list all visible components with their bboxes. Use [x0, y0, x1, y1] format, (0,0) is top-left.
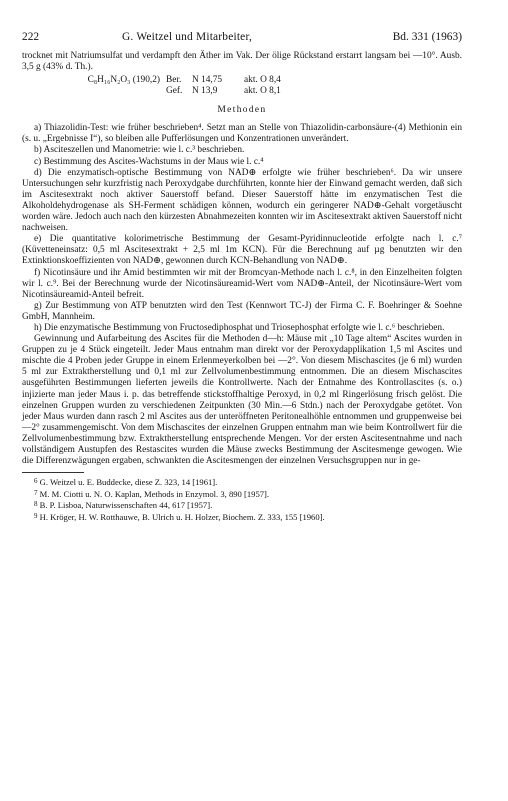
footnote-text: B. P. Lisboa, Naturwissenschaften 44, 617 [1957]. — [39, 500, 213, 511]
running-header — [22, 31, 462, 45]
method-paragraph-d: d) Die enzymatisch-optische Bestimmung von NAD⊕ erfolgte wie früher beschrieben⁶. Da wir unsere Untersuchungen sehr kurzfristig nach Peroxydgabe durchführten, konnte hier der Einwand gemacht werden, daß sich im Ascitesextrakt noch aktiver Sauerstoff befand. Dieser Sauerstoff hätte im enzymatischen Test die Alkoholdehydrogenase als SH-Ferment schädigen können, wodurch ein geringerer NAD⊕-Gehalt vorgetäuscht worden wäre. Jedoch auch nach den kürzesten Abnahmezeiten konnten wir im Ascitesextrakt aktiven Sauerstoff nicht nachweisen. — [22, 167, 462, 234]
body-text — [22, 51, 462, 523]
method-paragraph-h: h) Die enzymatische Bestimmung von Fructosediphosphat und Triosephosphat erfolgte wie l. c.⁶ beschrieben. — [34, 322, 445, 333]
method-paragraph-ascites: Gewinnung und Aufarbeitung des Ascites für die Methoden d—h: Mäuse mit „10 Tage altem“ Ascites wurden in Gruppen zu je 4 Stück eingeteilt. Jeder Maus entnahm man direkt vor der Peroxydapplikation 1,5 ml Ascites und mischte die 4 Proben jeder Gruppe in einem Erlenmeyerkolben bei —2°. Von diesem Mischascites (je 6 ml) wurden 5 ml zur Extraktherstellung und 0,1 ml zur Zellvolumenbestimmung entnommen. Die an diesem Mischascites ausgeführten Bestimmungen lieferten jeweils die Kontrollwerte. Nach der Entnahme des Kontrollascites (s. o.) injizierte man jeder Maus i. p. das betreffende stickstoffhaltige Peroxyd, in 0,2 ml Ringerlösung frisch gelöst. Die einzelnen Gruppen wurden zu verschiedenen Zeitpunkten (30 Min.—6 Stdn.) nach der Peroxydgabe getötet. Von jeder Maus wurden dann rasch 2 ml Ascites aus der unteröffneten Peritonealhöhle entnommen und gruppenweise bei —2° zusammengemischt. Von dem Mischascites der einzelnen Gruppen entnahm man wie beim Kontrollwert für die Zellvolumenbestimmung bzw. Extraktherstellung entsprechende Mengen. Vor der ersten Ascitesentnahme und nach vollständigem Austupfen des Restascites wurden die Mäuse zwecks Bestimmung der Ascitesmenge gewogen. Wie die Differenzwägungen ergaben, schwankten die Ascitesmengen der einzelnen Versuchsgruppen nur in ge- — [22, 334, 462, 467]
footnote-number: 7 — [34, 488, 38, 497]
footnote-text: M. M. Ciotti u. N. O. Kaplan, Methods in Enzymol. 3, 890 [1957]. — [39, 488, 270, 499]
formula-ber-values: N 14,75 — [192, 75, 223, 86]
running-title: G. Weitzel und Mitarbeiter, — [122, 31, 253, 43]
footnote-number: 6 — [34, 477, 38, 486]
footnote — [22, 511, 462, 523]
formula-gef-label: Gef. — [166, 86, 183, 97]
method-paragraph-c: c) Bestimmung des Ascites-Wachstums in der Maus wie l. c.⁴ — [34, 156, 264, 167]
method-paragraph-g: g) Zur Bestimmung von ATP benutzten wird den Test (Kennwort TC-J) der Firma C. F. Boehringer & Soehne GmbH, Mannheim. — [22, 300, 462, 322]
elemental-analysis — [22, 75, 462, 97]
footnote — [22, 499, 462, 511]
section-heading: Methoden — [217, 105, 267, 116]
formula-gef-oxygen: akt. O 8,1 — [244, 86, 281, 97]
footnote-text: H. Kröger, H. W. Rotthauwe, B. Ulrich u. H. Holzer, Biochem. Z. 333, 155 [1960]. — [39, 511, 325, 522]
footnote-text: G. Weitzel u. E. Buddecke, diese Z. 323, 14 [1961]. — [39, 477, 218, 488]
footnote — [22, 476, 462, 488]
formula-compound: C₈H₁₆N₂O₃ (190,2) — [87, 75, 160, 86]
footnote-divider — [22, 472, 84, 473]
formula-ber-label: Ber. — [166, 75, 182, 86]
method-paragraph-b: b) Asciteszellen und Manometrie: wie l. c.³ beschrieben. — [34, 145, 245, 156]
formula-ber-oxygen: akt. O 8,4 — [244, 75, 281, 86]
page-number: 222 — [22, 31, 40, 43]
method-paragraph-e: e) Die quantitative kolorimetrische Bestimmung der Gesamt-Pyridinnucleotide erfolgte nach l. c.⁷ (Küvetteneinsatz: 0,5 ml Ascitesextrakt + 2,5 ml 1m KCN). Für die Berechnung auf µg benutzten wir den Extinktionskoeffizienten von NAD⊕, gewonnen durch KCN-Behandlung von NAD⊕. — [22, 234, 462, 267]
footnote — [22, 488, 462, 500]
footnote-number: 8 — [34, 500, 38, 509]
journal-volume: Bd. 331 (1963) — [392, 31, 462, 43]
method-paragraph-a: a) Thiazolidin-Test: wie früher beschrieben⁴. Setzt man an Stelle von Thiazolidin-carbonsäure-(4) Methionin ein (s. u. „Ergebnisse I“), so bleiben alle Pufferlösungen und Konzentrationen unverändert. — [22, 123, 462, 145]
footnote-number: 9 — [34, 511, 38, 520]
intro-paragraph: trocknet mit Natriumsulfat und verdampft den Äther im Vak. Der ölige Rückstand erstarrt langsam bei —10°. Ausb. 3,5 g (43% d. Th.). — [22, 51, 462, 73]
formula-gef-values: N 13,9 — [192, 86, 218, 97]
method-paragraph-f: f) Nicotinsäure und ihr Amid bestimmten wir mit der Bromcyan-Methode nach l. c.⁸, in den Einzelheiten folgten wir l. c.⁹. Bei der Berechnung wurde der Nicotinsäureamid-Wert vom NAD⊕-Anteil, der Nicotinsäure-Wert vom Nicotinsäureamid-Anteil befreit. — [22, 267, 462, 300]
